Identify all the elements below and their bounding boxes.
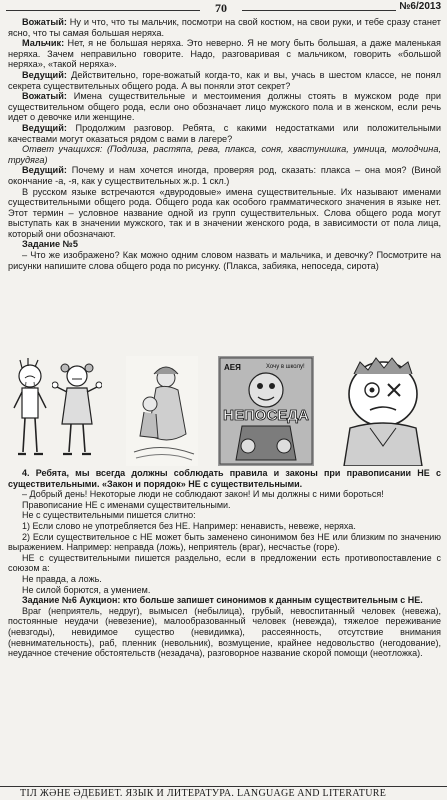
orphan-sketch [126, 356, 198, 466]
intro-paragraph: В русском языке встречаются «двуродовые» имена существительные. Их называют именами существительными общего рода. Общего рода как особого грамматического значения в языке нет. Этот термин – условное название одной из групп существительных. Слова общего рода могут выступать как в значении мужского, так и в значении женского рода, в зависимости от пола лица, который они обозначают. [8, 186, 441, 239]
fighting-girl-drawing [52, 356, 102, 466]
illustrations-strip [8, 356, 441, 466]
speech: Нет, я не большая неряха. Это неверно. Я не могу быть большая, а даже маленькая неряха. Зачем неправильно говорите. Надо, разговаривая с мальчиком, говорить «большой неряха», «такой неряха». [8, 38, 441, 70]
page-header [0, 0, 447, 17]
task5-title: Задание №5 [22, 239, 79, 250]
task5-text: – Что же изображено? Как можно одним словом назвать и мальчика, и девочку? Посмотрите на рисунки напишите слова общего рода по рисунку. (Плакса, забияка, непоседа, сирота) [8, 250, 441, 271]
poster-small-label: АЕЯ [224, 363, 241, 372]
speech: Продолжим разговор. Ребята, с какими недостатками или положительными качествами могут оказаться рядом с вами в лагере? [8, 122, 441, 144]
task6-title: Задание №6 Аукцион: кто больше запишет синонимов к данным существительным с НЕ. [22, 595, 423, 606]
rule-line: НЕ с существительными пишется раздельно, если в предложении есть противопоставление с союзом а: [8, 552, 441, 574]
journal-title: ТІЛ ЖӘНЕ ӘДЕБИЕТ. ЯЗЫК И ЛИТЕРАТУРА. LANGUAGE AND LITERATURE [20, 788, 387, 799]
speaker: Вожатый: [22, 91, 67, 102]
dialogue-line [8, 91, 441, 123]
speaker: Вожатый: [22, 17, 67, 27]
poster-title: НЕПОСЕДА [223, 407, 309, 424]
speech: Имена существительные и местоимения должны стоять в мужском роде при существительном общего рода, если оно обозначает лицо мужского пола и в женском, если речь идет о девочке или женщине. [8, 91, 441, 123]
example-line: Не правда, а ложь. [22, 573, 102, 584]
speaker: Ведущий: [22, 69, 67, 80]
dialogue-line [8, 17, 441, 38]
dialogue-line [8, 123, 441, 144]
task6-text: Враг (неприятель, недруг), вымысел (небылица), грубый, невоспитанный человек (невежа), постоянные неудачи (невезение), малообразованный человек (невежда), тяжелое переживание (невзгоды), невидимое существо (невидимка), рассеянность, отсутствие внимания (невнимательность), раб, пленник (невольник), возмущение, крайнее недовольство (негодование), неудачное стечение обстоятельств (незадача), разговорное название скорой помощи (неотложка). [8, 605, 441, 659]
dialogue-line [8, 38, 441, 70]
students-answer: Ответ учащихся: (Подлиза, растяпа, рева, плакса, соня, хвастунишка, умница, молодчина, трудяга) [8, 144, 441, 165]
poster-tagline: Хочу в школу! [266, 364, 305, 370]
speech: Действительно, горе-вожатый когда-то, как и вы, учась в шестом классе, не понял секрета существительных общего рода. А вы поняли этот секрет? [8, 69, 441, 91]
rule-line: 1) Если слово не употребляется без НЕ. Например: ненависть, невеже, неряха. [22, 520, 356, 531]
crying-boy-drawing [10, 356, 50, 466]
rule-line: Не с существительными пишется слитно: [22, 510, 196, 521]
speaker: Ведущий: [22, 122, 67, 133]
speech: Почему и нам хочется иногда, проверяя род, сказать: плакса – она моя? (Виной окончание -а, -я, как у существительных ж.р. 1 скл.) [8, 165, 441, 186]
article-bottom [8, 468, 441, 659]
bruised-boy-cartoon [330, 356, 436, 466]
speech: Ну и что, что ты мальчик, посмотри на свой костюм, на свои руки, и тебе сразу станет ясно, что ты самая большая неряха. [8, 17, 441, 38]
page-number: 70 [200, 1, 242, 16]
page-footer [0, 786, 447, 800]
dialogue-line [8, 70, 441, 91]
rule-line: Правописание НЕ с именами существительными. [22, 499, 231, 510]
issue-number: №6/2013 [396, 1, 441, 12]
neposeda-poster [218, 356, 314, 466]
speaker: Мальчик: [22, 38, 65, 49]
example-line: Не силой борются, а умением. [22, 584, 151, 595]
article-top [8, 17, 441, 271]
section4-title: 4. Ребята, мы всегда должны соблюдать правила и законы при правописании НЕ с существительными. «Закон и порядок» НЕ с существительными. [8, 468, 441, 489]
rule-line: 2) Если существительное с НЕ может быть заменено синонимом без НЕ или близким по значению выражением. Например: неправда (ложь), неприятель (враг), несчастье (горе). [8, 531, 441, 553]
rule-line: – Добрый день! Некоторые люди не соблюдают закон! И мы должны с ними бороться! [22, 489, 384, 500]
dialogue-line [8, 165, 441, 186]
speaker: Ведущий: [22, 165, 67, 176]
